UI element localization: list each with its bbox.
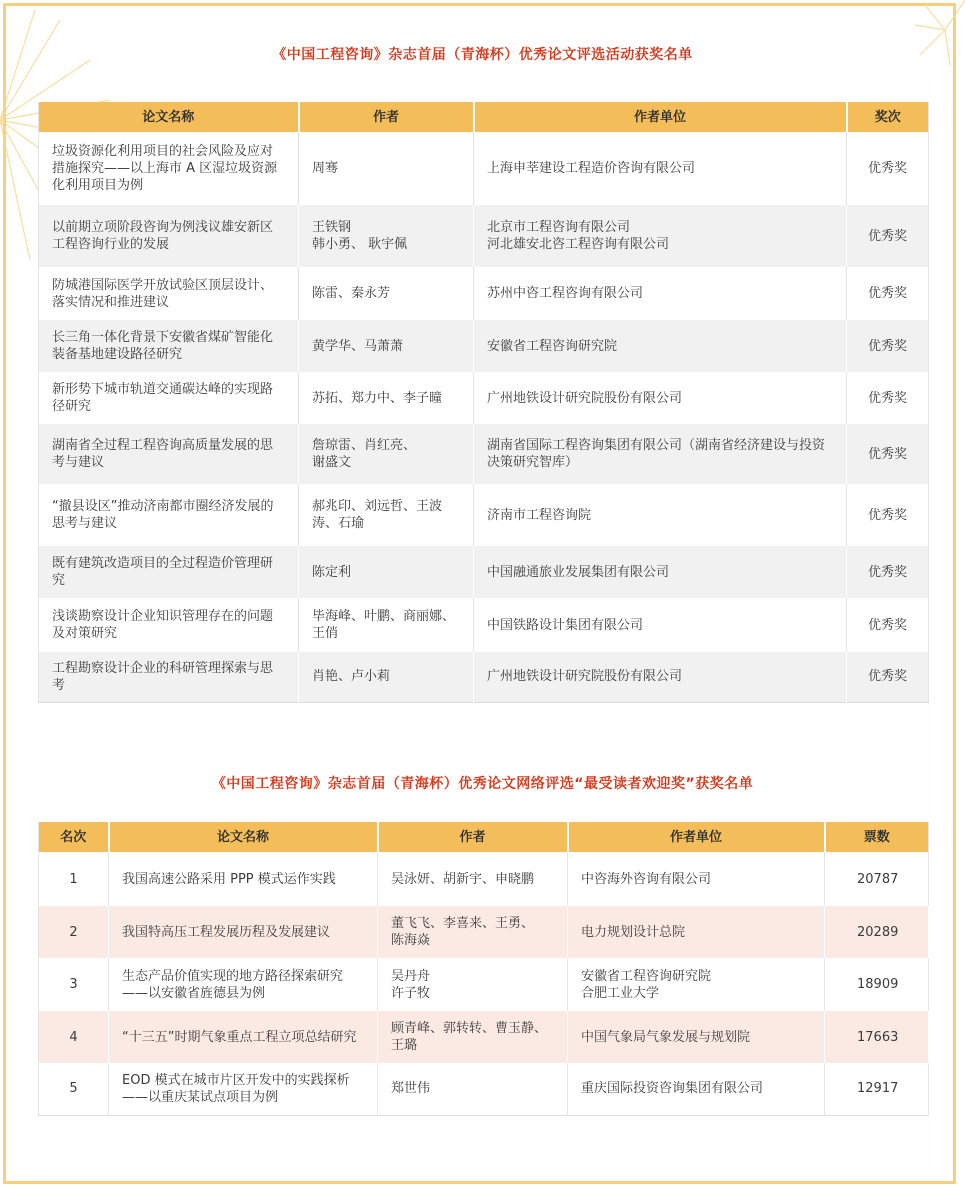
paper-title: EOD 模式在城市片区开发中的实践探析 ——以重庆某试点项目为例 xyxy=(109,1063,378,1115)
paper-title: 我国高速公路采用 PPP 模式运作实践 xyxy=(109,852,378,906)
header-paper: 论文名称 xyxy=(109,822,378,852)
paper-title: 防城港国际医学开放试验区顶层设计、落实情况和推进建议 xyxy=(39,267,299,320)
authors: 吴丹舟 许子牧 xyxy=(378,958,568,1011)
header-authors: 作者 xyxy=(378,822,568,852)
paper-title: 新形势下城市轨道交通碳达峰的实现路径研究 xyxy=(39,372,299,424)
author-unit: 中国融通旅业发展集团有限公司 xyxy=(474,546,847,598)
award-level: 优秀奖 xyxy=(847,546,929,598)
header-votes: 票数 xyxy=(825,822,929,852)
award-table xyxy=(38,102,929,703)
author-unit: 济南市工程咨询院 xyxy=(474,484,847,546)
author-unit: 中国气象局气象发展与规划院 xyxy=(568,1011,825,1063)
authors: 陈雷、秦永芳 xyxy=(299,267,474,320)
authors: 肖艳、卢小莉 xyxy=(299,652,474,702)
authors: 郝兆印、刘远哲、王波涛、石瑜 xyxy=(299,484,474,546)
author-unit: 电力规划设计总院 xyxy=(568,906,825,958)
table-row xyxy=(39,205,929,267)
vote-count: 20289 xyxy=(825,906,929,958)
table-row xyxy=(39,852,929,906)
authors: 黄学华、马萧萧 xyxy=(299,320,474,372)
award-level: 优秀奖 xyxy=(847,267,929,320)
table-row xyxy=(39,1063,929,1115)
rank: 2 xyxy=(39,906,109,958)
award-level: 优秀奖 xyxy=(847,372,929,424)
author-unit: 安徽省工程咨询研究院 xyxy=(474,320,847,372)
header-unit: 作者单位 xyxy=(568,822,825,852)
award-level: 优秀奖 xyxy=(847,652,929,702)
paper-title: 垃圾资源化利用项目的社会风险及应对措施探究——以上海市 A 区湿垃圾资源化利用项目为例 xyxy=(39,132,299,205)
paper-title: 生态产品价值实现的地方路径探索研究 ——以安徽省旌德县为例 xyxy=(109,958,378,1011)
table-row xyxy=(39,906,929,958)
header-unit: 作者单位 xyxy=(474,102,847,132)
authors: 郑世伟 xyxy=(378,1063,568,1115)
table-row xyxy=(39,320,929,372)
author-unit: 北京市工程咨询有限公司 河北雄安北咨工程咨询有限公司 xyxy=(474,205,847,267)
table-row xyxy=(39,267,929,320)
authors: 周骞 xyxy=(299,132,474,205)
header-authors: 作者 xyxy=(299,102,474,132)
rank: 3 xyxy=(39,958,109,1011)
readers-choice-header xyxy=(39,822,929,852)
award-level: 优秀奖 xyxy=(847,598,929,652)
paper-title: “十三五”时期气象重点工程立项总结研究 xyxy=(109,1011,378,1063)
authors: 王铁钢 韩小勇、 耿宇佩 xyxy=(299,205,474,267)
vote-count: 17663 xyxy=(825,1011,929,1063)
table-row xyxy=(39,132,929,205)
vote-count: 20787 xyxy=(825,852,929,906)
vote-count: 12917 xyxy=(825,1063,929,1115)
author-unit: 中咨海外咨询有限公司 xyxy=(568,852,825,906)
award-level: 优秀奖 xyxy=(847,205,929,267)
paper-title: 湖南省全过程工程咨询高质量发展的思考与建议 xyxy=(39,424,299,484)
author-unit: 苏州中咨工程咨询有限公司 xyxy=(474,267,847,320)
paper-title: “撤县设区”推动济南都市圈经济发展的思考与建议 xyxy=(39,484,299,546)
paper-title: 既有建筑改造项目的全过程造价管理研究 xyxy=(39,546,299,598)
paper-title: 长三角一体化背景下安徽省煤矿智能化装备基地建设路径研究 xyxy=(39,320,299,372)
table-row xyxy=(39,1011,929,1063)
authors: 毕海峰、叶鹏、商丽娜、王俏 xyxy=(299,598,474,652)
author-unit: 上海申莘建设工程造价咨询有限公司 xyxy=(474,132,847,205)
authors: 詹琼雷、肖红亮、 谢盛文 xyxy=(299,424,474,484)
authors: 陈定利 xyxy=(299,546,474,598)
author-unit: 重庆国际投资咨询集团有限公司 xyxy=(568,1063,825,1115)
author-unit: 中国铁路设计集团有限公司 xyxy=(474,598,847,652)
rank: 4 xyxy=(39,1011,109,1063)
paper-title: 浅谈勘察设计企业知识管理存在的问题及对策研究 xyxy=(39,598,299,652)
table-row xyxy=(39,652,929,702)
award-level: 优秀奖 xyxy=(847,424,929,484)
table-row xyxy=(39,546,929,598)
table-row xyxy=(39,958,929,1011)
readers-choice-table xyxy=(38,822,929,1116)
authors: 顾青峰、郭转转、曹玉静、王璐 xyxy=(378,1011,568,1063)
table-row xyxy=(39,598,929,652)
header-paper: 论文名称 xyxy=(39,102,299,132)
award-level: 优秀奖 xyxy=(847,320,929,372)
authors: 苏拓、郑力中、李子曈 xyxy=(299,372,474,424)
award-table-header xyxy=(39,102,929,132)
authors: 吴泳妍、胡新宇、申晓鹏 xyxy=(378,852,568,906)
paper-title: 工程勘察设计企业的科研管理探索与思考 xyxy=(39,652,299,702)
rank: 5 xyxy=(39,1063,109,1115)
author-unit: 湖南省国际工程咨询集团有限公司（湖南省经济建设与投资决策研究智库） xyxy=(474,424,847,484)
authors: 董飞飞、李喜来、王勇、 陈海焱 xyxy=(378,906,568,958)
readers-choice-title: 《中国工程咨询》杂志首届（青海杯）优秀论文网络评选“最受读者欢迎奖”获奖名单 xyxy=(211,776,754,792)
award-level: 优秀奖 xyxy=(847,132,929,205)
author-unit: 广州地铁设计研究院股份有限公司 xyxy=(474,372,847,424)
rank: 1 xyxy=(39,852,109,906)
header-award: 奖次 xyxy=(847,102,929,132)
award-level: 优秀奖 xyxy=(847,484,929,546)
award-list-title: 《中国工程咨询》杂志首届（青海杯）优秀论文评选活动获奖名单 xyxy=(272,47,693,63)
author-unit: 安徽省工程咨询研究院 合肥工业大学 xyxy=(568,958,825,1011)
paper-title: 以前期立项阶段咨询为例浅议雄安新区工程咨询行业的发展 xyxy=(39,205,299,267)
table-row xyxy=(39,424,929,484)
author-unit: 广州地铁设计研究院股份有限公司 xyxy=(474,652,847,702)
header-rank: 名次 xyxy=(39,822,109,852)
table-row xyxy=(39,484,929,546)
table-row xyxy=(39,372,929,424)
paper-title: 我国特高压工程发展历程及发展建议 xyxy=(109,906,378,958)
vote-count: 18909 xyxy=(825,958,929,1011)
